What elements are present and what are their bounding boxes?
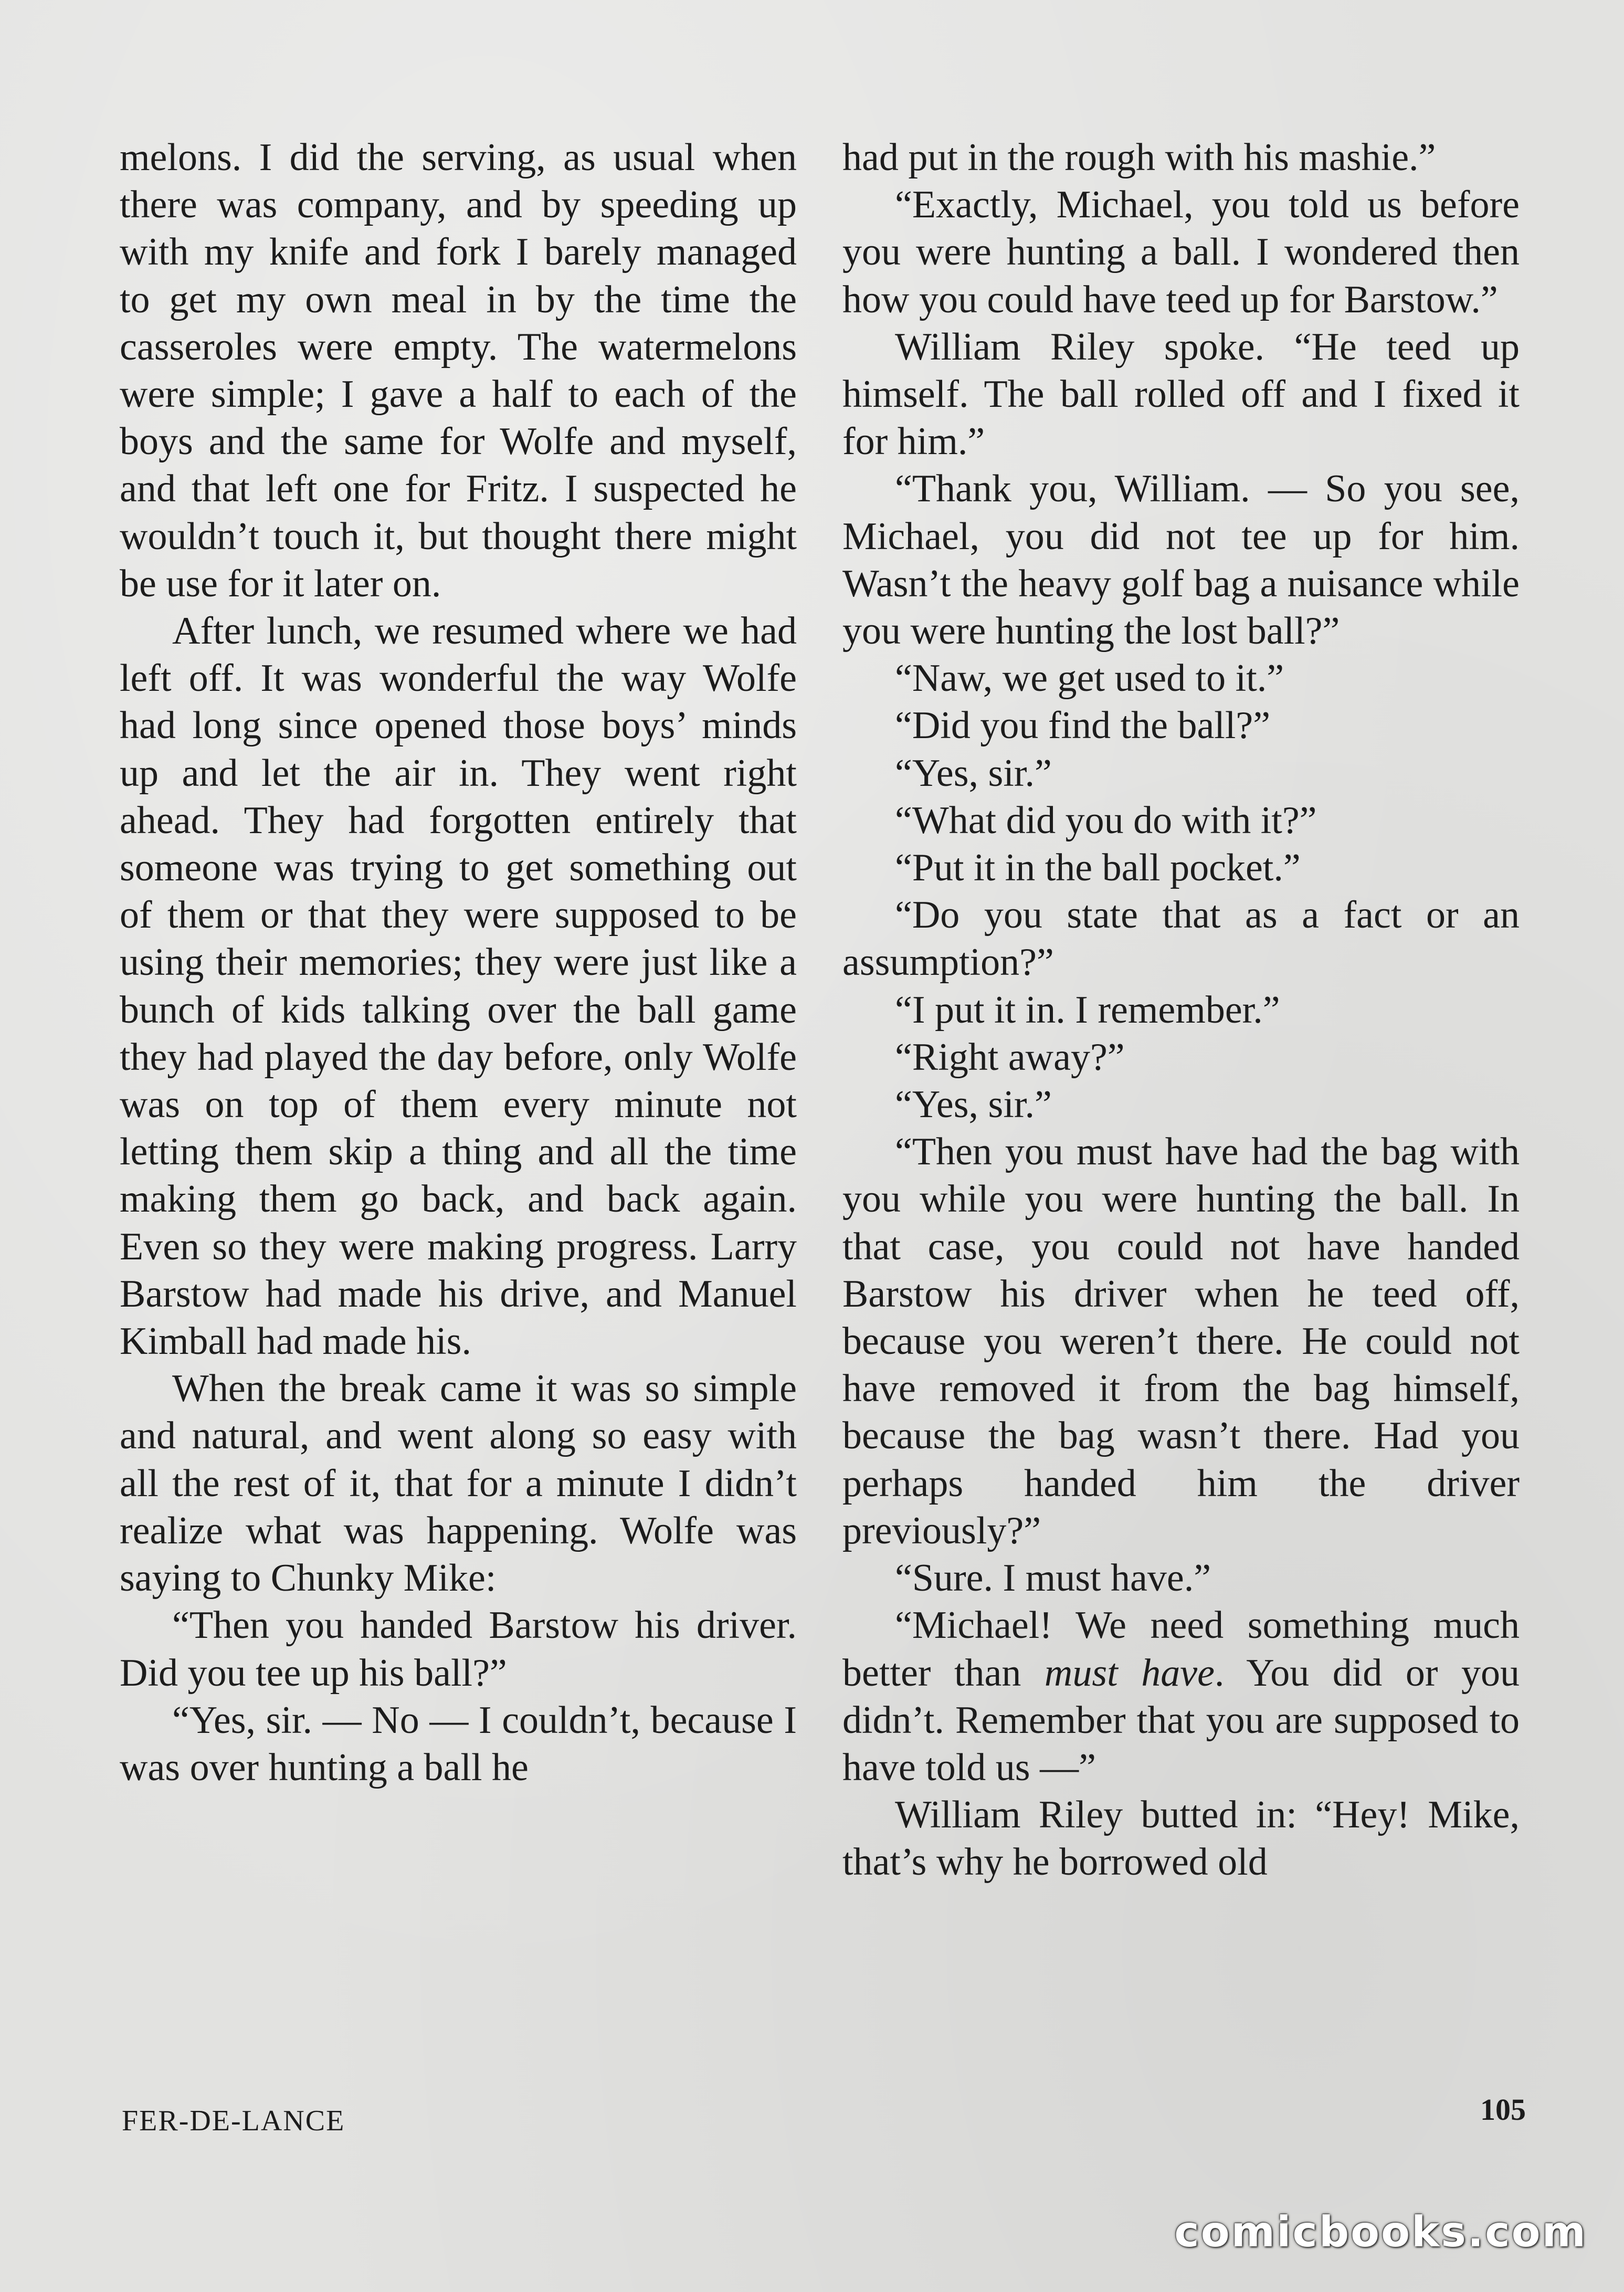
paragraph: “Then you handed Barstow his driver. Did you tee up his ball?” bbox=[120, 1604, 797, 1695]
emphasis: must have bbox=[1044, 1651, 1215, 1695]
paragraph: “What did you do with it?” bbox=[895, 798, 1317, 842]
paragraph: “Yes, sir. — No — I couldn’t, because I was over hunting a ball he bbox=[120, 1698, 797, 1789]
paragraph: “Did you find the ball?” bbox=[895, 704, 1271, 748]
paragraph: “Michael! We need something much better than must have. You did or you didn’t. Remember that you are supposed to have told us —” bbox=[842, 1604, 1520, 1789]
left-text-column bbox=[120, 134, 797, 1791]
paragraph: William Riley butted in: “Hey! Mike, that’s why he borrowed old bbox=[842, 1793, 1520, 1884]
paragraph: “Do you state that as a fact or an assumption?” bbox=[842, 893, 1520, 984]
paragraph: “Sure. I must have.” bbox=[895, 1557, 1211, 1600]
paragraph: “Thank you, William. — So you see, Michael, you did not tee up for him. Wasn’t the heavy golf bag a nuisance while you were hunting the lost ball?” bbox=[842, 467, 1520, 653]
paragraph: “Yes, sir.” bbox=[895, 751, 1052, 795]
paragraph: “Then you must have had the bag with you while you were hunting the ball. In that case, you could not have handed Barstow his driver when he teed off, because you weren’t there. He could not have removed it from the bag himself, because the bag wasn’t there. Had you perhaps handed him the driver previously?” bbox=[842, 1130, 1520, 1552]
paragraph: melons. I did the serving, as usual when there was company, and by speeding up with my knife and fork I barely managed to get my own meal in by the time the casseroles were empty. The watermelons were simple; I gave a half to each of the boys and the same for Wolfe and myself, and that left one for Fritz. I suspected he wouldn’t touch it, but thought there might be use for it later on. bbox=[120, 136, 797, 605]
paragraph: “Exactly, Michael, you told us before you were hunting a ball. I wondered then how you could have teed up for Barstow.” bbox=[842, 183, 1520, 321]
paragraph: had put in the rough with his mashie.” bbox=[842, 136, 1436, 179]
paragraph: “Yes, sir.” bbox=[895, 1083, 1052, 1127]
paragraph: After lunch, we resumed where we had left off. It was wonderful the way Wolfe had long since opened those boys’ minds up and let the air in. They went right ahead. They had forgotten entirely that someone was trying to get something out of them or that they were supposed to be using their memories; they were just like a bunch of kids talking over the ball game they had played the day before, only Wolfe was on top of them every minute not letting them skip a thing and all the time making them go back, and back again. Even so they were making progress. Larry Barstow had made his drive, and Manuel Kimball had made his. bbox=[120, 609, 797, 1363]
right-text-column bbox=[842, 134, 1520, 1886]
watermark-text: comicbooks.com bbox=[1174, 2207, 1587, 2256]
paragraph: When the break came it was so simple and natural, and went along so easy with all the rest of it, that for a minute I didn’t realize what was happening. Wolfe was saying to Chunky Mike: bbox=[120, 1367, 797, 1600]
paragraph: “Naw, we get used to it.” bbox=[895, 657, 1284, 700]
paragraph: “Right away?” bbox=[895, 1035, 1125, 1079]
page-number: 105 bbox=[1480, 2093, 1526, 2127]
paragraph: William Riley spoke. “He teed up himself. The ball rolled off and I fixed it for him.” bbox=[842, 325, 1520, 464]
paragraph: “I put it in. I remember.” bbox=[895, 988, 1280, 1032]
running-title: FER-DE-LANCE bbox=[122, 2105, 345, 2137]
paragraph: “Put it in the ball pocket.” bbox=[895, 846, 1301, 890]
